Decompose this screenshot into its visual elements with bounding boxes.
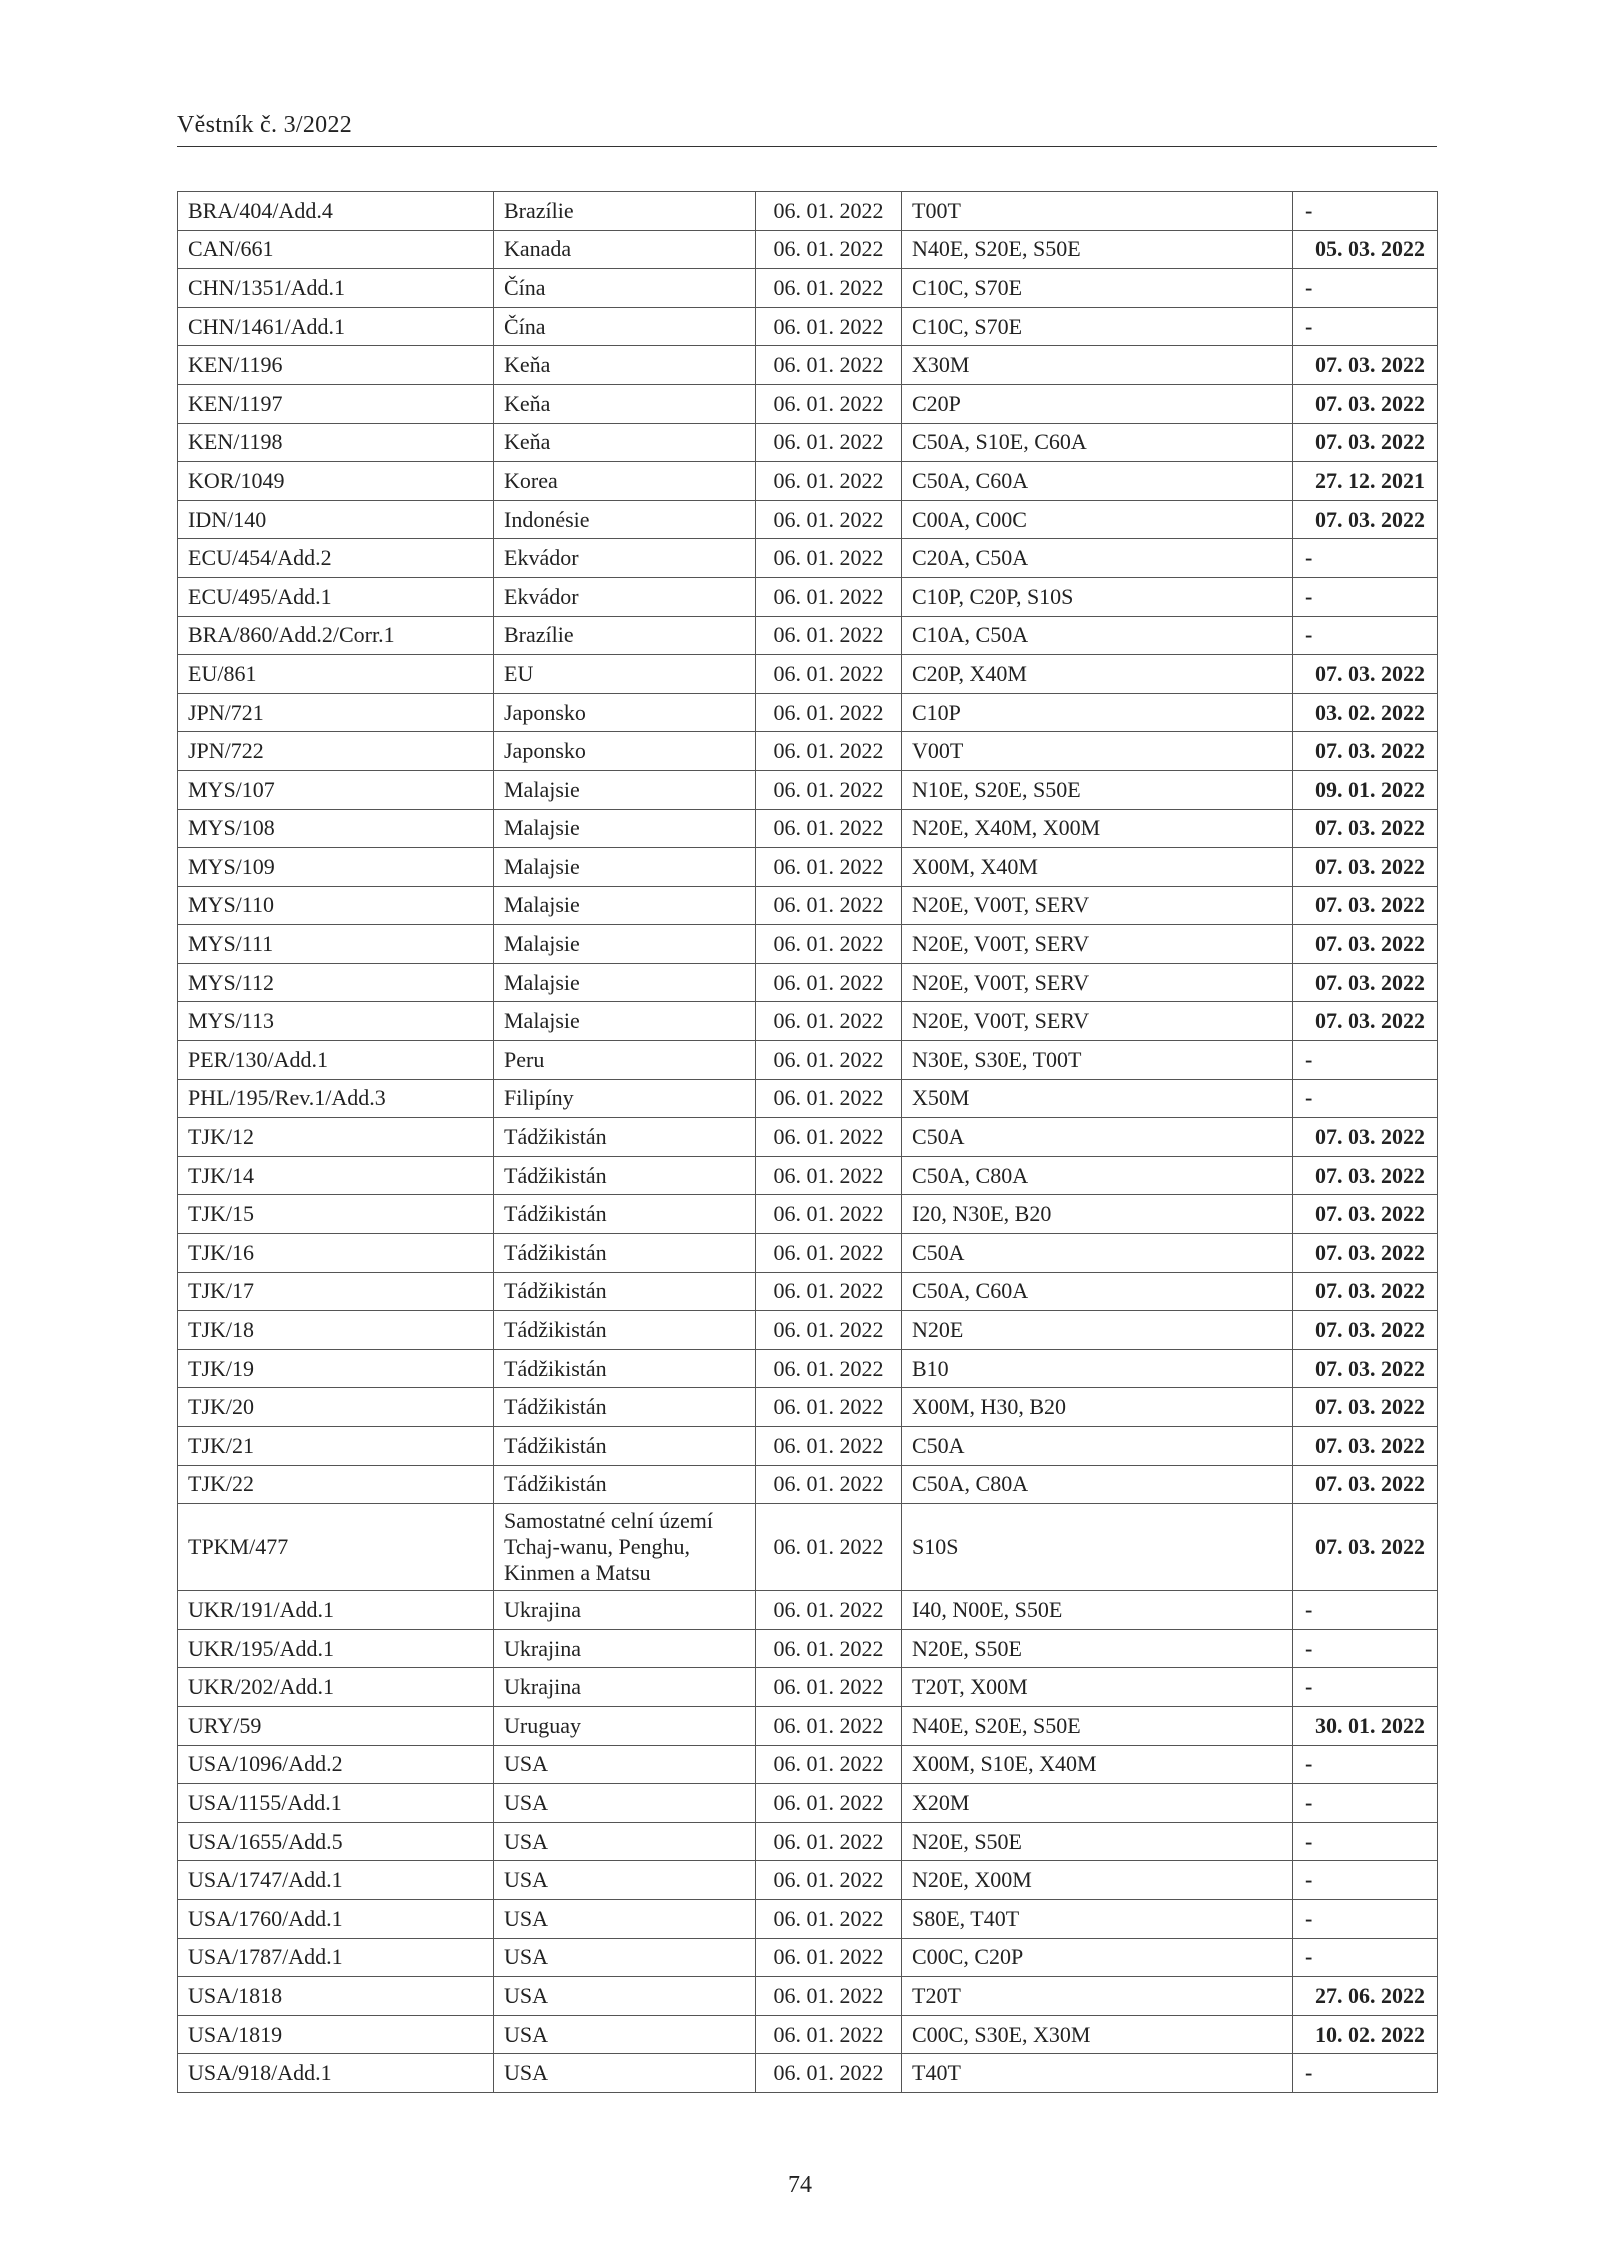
- deadline-cell: -: [1293, 1822, 1438, 1861]
- date-cell: 06. 01. 2022: [756, 693, 902, 732]
- product-codes-cell: X00M, S10E, X40M: [902, 1745, 1293, 1784]
- deadline-cell: -: [1293, 1899, 1438, 1938]
- table-row: [178, 1041, 1438, 1080]
- country-cell: Keňa: [494, 423, 756, 462]
- document-symbol-cell: KEN/1198: [178, 423, 494, 462]
- deadline-cell: -: [1293, 616, 1438, 655]
- table-row: [178, 1079, 1438, 1118]
- table-row: [178, 1745, 1438, 1784]
- table-row: [178, 655, 1438, 694]
- product-codes-cell: T00T: [902, 192, 1293, 231]
- country-cell: Čína: [494, 307, 756, 346]
- product-codes-cell: C50A, C80A: [902, 1465, 1293, 1504]
- document-symbol-cell: USA/1819: [178, 2015, 494, 2054]
- product-codes-cell: B10: [902, 1349, 1293, 1388]
- country-cell: USA: [494, 2054, 756, 2093]
- date-cell: 06. 01. 2022: [756, 1041, 902, 1080]
- table-row: [178, 1977, 1438, 2016]
- country-cell: USA: [494, 1822, 756, 1861]
- product-codes-cell: N40E, S20E, S50E: [902, 1706, 1293, 1745]
- product-codes-cell: N30E, S30E, T00T: [902, 1041, 1293, 1080]
- deadline-cell: 07. 03. 2022: [1293, 1388, 1438, 1427]
- table-row: [178, 1504, 1438, 1591]
- table-row: [178, 1156, 1438, 1195]
- country-cell: Japonsko: [494, 732, 756, 771]
- table-row: [178, 1349, 1438, 1388]
- product-codes-cell: X00M, X40M: [902, 848, 1293, 887]
- document-symbol-cell: TJK/21: [178, 1427, 494, 1466]
- table-row: [178, 269, 1438, 308]
- deadline-cell: 30. 01. 2022: [1293, 1706, 1438, 1745]
- date-cell: 06. 01. 2022: [756, 1745, 902, 1784]
- product-codes-cell: T20T, X00M: [902, 1668, 1293, 1707]
- table-row: [178, 539, 1438, 578]
- table-row: [178, 1899, 1438, 1938]
- country-cell: Ukrajina: [494, 1591, 756, 1630]
- date-cell: 06. 01. 2022: [756, 307, 902, 346]
- date-cell: 06. 01. 2022: [756, 1118, 902, 1157]
- date-cell: 06. 01. 2022: [756, 1272, 902, 1311]
- document-symbol-cell: ECU/495/Add.1: [178, 577, 494, 616]
- product-codes-cell: X30M: [902, 346, 1293, 385]
- document-symbol-cell: BRA/404/Add.4: [178, 192, 494, 231]
- deadline-cell: 07. 03. 2022: [1293, 500, 1438, 539]
- deadline-cell: 27. 06. 2022: [1293, 1977, 1438, 2016]
- date-cell: 06. 01. 2022: [756, 462, 902, 501]
- country-cell: Malajsie: [494, 963, 756, 1002]
- deadline-cell: -: [1293, 1668, 1438, 1707]
- table-row: [178, 1784, 1438, 1823]
- country-cell: Filipíny: [494, 1079, 756, 1118]
- country-cell: Indonésie: [494, 500, 756, 539]
- country-cell: Keňa: [494, 346, 756, 385]
- deadline-cell: 07. 03. 2022: [1293, 963, 1438, 1002]
- product-codes-cell: C50A: [902, 1118, 1293, 1157]
- table-row: [178, 693, 1438, 732]
- country-cell: Tádžikistán: [494, 1465, 756, 1504]
- deadline-cell: 07. 03. 2022: [1293, 1504, 1438, 1591]
- date-cell: 06. 01. 2022: [756, 963, 902, 1002]
- table-row: [178, 1861, 1438, 1900]
- document-symbol-cell: MYS/110: [178, 886, 494, 925]
- document-symbol-cell: CHN/1461/Add.1: [178, 307, 494, 346]
- product-codes-cell: I20, N30E, B20: [902, 1195, 1293, 1234]
- country-cell: Samostatné celní území Tchaj-wanu, Penghu, Kinmen a Matsu: [494, 1504, 756, 1591]
- table-row: [178, 1465, 1438, 1504]
- product-codes-cell: C20P, X40M: [902, 655, 1293, 694]
- document-symbol-cell: USA/1747/Add.1: [178, 1861, 494, 1900]
- document-symbol-cell: TJK/22: [178, 1465, 494, 1504]
- product-codes-cell: N40E, S20E, S50E: [902, 230, 1293, 269]
- table-row: [178, 1668, 1438, 1707]
- table-row: [178, 1706, 1438, 1745]
- country-cell: USA: [494, 1784, 756, 1823]
- country-cell: USA: [494, 1861, 756, 1900]
- country-cell: USA: [494, 1938, 756, 1977]
- deadline-cell: -: [1293, 577, 1438, 616]
- date-cell: 06. 01. 2022: [756, 1234, 902, 1273]
- document-symbol-cell: TJK/18: [178, 1311, 494, 1350]
- table-row: [178, 886, 1438, 925]
- table-row: [178, 1629, 1438, 1668]
- product-codes-cell: N20E, S50E: [902, 1629, 1293, 1668]
- date-cell: 06. 01. 2022: [756, 1195, 902, 1234]
- date-cell: 06. 01. 2022: [756, 1156, 902, 1195]
- deadline-cell: 27. 12. 2021: [1293, 462, 1438, 501]
- date-cell: 06. 01. 2022: [756, 1002, 902, 1041]
- date-cell: 06. 01. 2022: [756, 577, 902, 616]
- deadline-cell: 07. 03. 2022: [1293, 848, 1438, 887]
- table-row: [178, 1118, 1438, 1157]
- date-cell: 06. 01. 2022: [756, 500, 902, 539]
- deadline-cell: -: [1293, 539, 1438, 578]
- date-cell: 06. 01. 2022: [756, 1822, 902, 1861]
- country-cell: Tádžikistán: [494, 1388, 756, 1427]
- document-symbol-cell: JPN/722: [178, 732, 494, 771]
- product-codes-cell: C00C, C20P: [902, 1938, 1293, 1977]
- table-row: [178, 1938, 1438, 1977]
- table-row: [178, 2015, 1438, 2054]
- date-cell: 06. 01. 2022: [756, 732, 902, 771]
- table-row: [178, 925, 1438, 964]
- product-codes-cell: S80E, T40T: [902, 1899, 1293, 1938]
- product-codes-cell: N10E, S20E, S50E: [902, 770, 1293, 809]
- deadline-cell: -: [1293, 1938, 1438, 1977]
- country-cell: USA: [494, 1745, 756, 1784]
- deadline-cell: 07. 03. 2022: [1293, 1234, 1438, 1273]
- country-cell: Čína: [494, 269, 756, 308]
- country-cell: Tádžikistán: [494, 1156, 756, 1195]
- deadline-cell: 07. 03. 2022: [1293, 1427, 1438, 1466]
- document-symbol-cell: TJK/20: [178, 1388, 494, 1427]
- country-cell: Brazílie: [494, 192, 756, 231]
- product-codes-cell: N20E, V00T, SERV: [902, 925, 1293, 964]
- table-row: [178, 1591, 1438, 1630]
- deadline-cell: -: [1293, 1629, 1438, 1668]
- date-cell: 06. 01. 2022: [756, 1349, 902, 1388]
- document-symbol-cell: TJK/14: [178, 1156, 494, 1195]
- deadline-cell: 07. 03. 2022: [1293, 809, 1438, 848]
- date-cell: 06. 01. 2022: [756, 848, 902, 887]
- deadline-cell: 07. 03. 2022: [1293, 1002, 1438, 1041]
- product-codes-cell: N20E, X00M: [902, 1861, 1293, 1900]
- document-symbol-cell: TJK/15: [178, 1195, 494, 1234]
- document-symbol-cell: USA/1787/Add.1: [178, 1938, 494, 1977]
- product-codes-cell: X20M: [902, 1784, 1293, 1823]
- document-symbol-cell: USA/918/Add.1: [178, 2054, 494, 2093]
- table-row: [178, 616, 1438, 655]
- country-cell: Malajsie: [494, 848, 756, 887]
- document-symbol-cell: TJK/12: [178, 1118, 494, 1157]
- document-symbol-cell: TJK/17: [178, 1272, 494, 1311]
- date-cell: 06. 01. 2022: [756, 1784, 902, 1823]
- deadline-cell: 05. 03. 2022: [1293, 230, 1438, 269]
- product-codes-cell: I40, N00E, S50E: [902, 1591, 1293, 1630]
- document-symbol-cell: USA/1655/Add.5: [178, 1822, 494, 1861]
- country-cell: Tádžikistán: [494, 1311, 756, 1350]
- page-header: [177, 112, 1437, 147]
- country-cell: Malajsie: [494, 770, 756, 809]
- date-cell: 06. 01. 2022: [756, 2015, 902, 2054]
- date-cell: 06. 01. 2022: [756, 1311, 902, 1350]
- table-row: [178, 1822, 1438, 1861]
- country-cell: Tádžikistán: [494, 1272, 756, 1311]
- deadline-cell: 07. 03. 2022: [1293, 346, 1438, 385]
- deadline-cell: 07. 03. 2022: [1293, 655, 1438, 694]
- product-codes-cell: C00C, S30E, X30M: [902, 2015, 1293, 2054]
- table-row: [178, 230, 1438, 269]
- deadline-cell: -: [1293, 1784, 1438, 1823]
- page-number: 74: [788, 2172, 812, 2198]
- date-cell: 06. 01. 2022: [756, 886, 902, 925]
- document-symbol-cell: CHN/1351/Add.1: [178, 269, 494, 308]
- bulletin-title: Věstník č. 3/2022: [177, 112, 353, 138]
- date-cell: 06. 01. 2022: [756, 2054, 902, 2093]
- document-symbol-cell: IDN/140: [178, 500, 494, 539]
- date-cell: 06. 01. 2022: [756, 1706, 902, 1745]
- product-codes-cell: C10A, C50A: [902, 616, 1293, 655]
- date-cell: 06. 01. 2022: [756, 384, 902, 423]
- product-codes-cell: N20E, V00T, SERV: [902, 886, 1293, 925]
- table-row: [178, 1388, 1438, 1427]
- date-cell: 06. 01. 2022: [756, 809, 902, 848]
- product-codes-cell: N20E, V00T, SERV: [902, 963, 1293, 1002]
- table-row: [178, 346, 1438, 385]
- document-symbol-cell: MYS/109: [178, 848, 494, 887]
- document-symbol-cell: USA/1760/Add.1: [178, 1899, 494, 1938]
- country-cell: Ukrajina: [494, 1629, 756, 1668]
- document-symbol-cell: EU/861: [178, 655, 494, 694]
- product-codes-cell: C00A, C00C: [902, 500, 1293, 539]
- date-cell: 06. 01. 2022: [756, 1079, 902, 1118]
- date-cell: 06. 01. 2022: [756, 269, 902, 308]
- country-cell: EU: [494, 655, 756, 694]
- document-symbol-cell: MYS/108: [178, 809, 494, 848]
- deadline-cell: -: [1293, 1861, 1438, 1900]
- document-symbol-cell: PHL/195/Rev.1/Add.3: [178, 1079, 494, 1118]
- table-row: [178, 500, 1438, 539]
- date-cell: 06. 01. 2022: [756, 770, 902, 809]
- product-codes-cell: S10S: [902, 1504, 1293, 1591]
- date-cell: 06. 01. 2022: [756, 1861, 902, 1900]
- table-row: [178, 384, 1438, 423]
- country-cell: Malajsie: [494, 1002, 756, 1041]
- deadline-cell: -: [1293, 1079, 1438, 1118]
- deadline-cell: 07. 03. 2022: [1293, 1311, 1438, 1350]
- product-codes-cell: C10P, C20P, S10S: [902, 577, 1293, 616]
- date-cell: 06. 01. 2022: [756, 230, 902, 269]
- country-cell: USA: [494, 1899, 756, 1938]
- table-body: [178, 192, 1438, 2093]
- notifications-table: [177, 191, 1438, 2093]
- date-cell: 06. 01. 2022: [756, 1668, 902, 1707]
- date-cell: 06. 01. 2022: [756, 1465, 902, 1504]
- table-row: [178, 1427, 1438, 1466]
- deadline-cell: 03. 02. 2022: [1293, 693, 1438, 732]
- country-cell: Ekvádor: [494, 539, 756, 578]
- table-row: [178, 1311, 1438, 1350]
- deadline-cell: 07. 03. 2022: [1293, 1195, 1438, 1234]
- country-cell: Korea: [494, 462, 756, 501]
- deadline-cell: -: [1293, 2054, 1438, 2093]
- document-symbol-cell: KEN/1196: [178, 346, 494, 385]
- date-cell: 06. 01. 2022: [756, 1427, 902, 1466]
- date-cell: 06. 01. 2022: [756, 346, 902, 385]
- country-cell: USA: [494, 1977, 756, 2016]
- document-symbol-cell: CAN/661: [178, 230, 494, 269]
- product-codes-cell: X50M: [902, 1079, 1293, 1118]
- country-cell: Tádžikistán: [494, 1195, 756, 1234]
- date-cell: 06. 01. 2022: [756, 1504, 902, 1591]
- product-codes-cell: N20E, V00T, SERV: [902, 1002, 1293, 1041]
- date-cell: 06. 01. 2022: [756, 539, 902, 578]
- deadline-cell: 07. 03. 2022: [1293, 1465, 1438, 1504]
- date-cell: 06. 01. 2022: [756, 1977, 902, 2016]
- table-row: [178, 1002, 1438, 1041]
- document-symbol-cell: USA/1155/Add.1: [178, 1784, 494, 1823]
- deadline-cell: 07. 03. 2022: [1293, 423, 1438, 462]
- table-row: [178, 848, 1438, 887]
- deadline-cell: 10. 02. 2022: [1293, 2015, 1438, 2054]
- table-row: [178, 423, 1438, 462]
- table-row: [178, 1195, 1438, 1234]
- deadline-cell: 07. 03. 2022: [1293, 1272, 1438, 1311]
- date-cell: 06. 01. 2022: [756, 925, 902, 964]
- product-codes-cell: N20E, S50E: [902, 1822, 1293, 1861]
- date-cell: 06. 01. 2022: [756, 423, 902, 462]
- product-codes-cell: C20P: [902, 384, 1293, 423]
- product-codes-cell: T20T: [902, 1977, 1293, 2016]
- product-codes-cell: C10P: [902, 693, 1293, 732]
- table-row: [178, 1234, 1438, 1273]
- date-cell: 06. 01. 2022: [756, 1899, 902, 1938]
- document-symbol-cell: TJK/19: [178, 1349, 494, 1388]
- document-symbol-cell: USA/1818: [178, 1977, 494, 2016]
- deadline-cell: 07. 03. 2022: [1293, 1349, 1438, 1388]
- document-symbol-cell: KOR/1049: [178, 462, 494, 501]
- date-cell: 06. 01. 2022: [756, 1591, 902, 1630]
- country-cell: Brazílie: [494, 616, 756, 655]
- document-symbol-cell: KEN/1197: [178, 384, 494, 423]
- document-symbol-cell: MYS/107: [178, 770, 494, 809]
- table-row: [178, 809, 1438, 848]
- product-codes-cell: C50A: [902, 1234, 1293, 1273]
- deadline-cell: 07. 03. 2022: [1293, 384, 1438, 423]
- product-codes-cell: X00M, H30, B20: [902, 1388, 1293, 1427]
- date-cell: 06. 01. 2022: [756, 616, 902, 655]
- country-cell: Japonsko: [494, 693, 756, 732]
- table-row: [178, 2054, 1438, 2093]
- date-cell: 06. 01. 2022: [756, 192, 902, 231]
- country-cell: Ukrajina: [494, 1668, 756, 1707]
- product-codes-cell: C10C, S70E: [902, 269, 1293, 308]
- document-symbol-cell: ECU/454/Add.2: [178, 539, 494, 578]
- deadline-cell: -: [1293, 269, 1438, 308]
- country-cell: Malajsie: [494, 809, 756, 848]
- country-cell: Tádžikistán: [494, 1349, 756, 1388]
- country-cell: Tádžikistán: [494, 1427, 756, 1466]
- document-symbol-cell: MYS/113: [178, 1002, 494, 1041]
- date-cell: 06. 01. 2022: [756, 1629, 902, 1668]
- country-cell: Uruguay: [494, 1706, 756, 1745]
- country-cell: Kanada: [494, 230, 756, 269]
- deadline-cell: 07. 03. 2022: [1293, 925, 1438, 964]
- document-symbol-cell: MYS/112: [178, 963, 494, 1002]
- product-codes-cell: C10C, S70E: [902, 307, 1293, 346]
- table-row: [178, 462, 1438, 501]
- document-symbol-cell: TPKM/477: [178, 1504, 494, 1591]
- document-symbol-cell: PER/130/Add.1: [178, 1041, 494, 1080]
- date-cell: 06. 01. 2022: [756, 655, 902, 694]
- deadline-cell: 07. 03. 2022: [1293, 732, 1438, 771]
- document-symbol-cell: JPN/721: [178, 693, 494, 732]
- document-symbol-cell: USA/1096/Add.2: [178, 1745, 494, 1784]
- deadline-cell: -: [1293, 1591, 1438, 1630]
- table-row: [178, 577, 1438, 616]
- product-codes-cell: V00T: [902, 732, 1293, 771]
- date-cell: 06. 01. 2022: [756, 1388, 902, 1427]
- product-codes-cell: N20E, X40M, X00M: [902, 809, 1293, 848]
- document-symbol-cell: MYS/111: [178, 925, 494, 964]
- document-symbol-cell: UKR/202/Add.1: [178, 1668, 494, 1707]
- product-codes-cell: C20A, C50A: [902, 539, 1293, 578]
- product-codes-cell: T40T: [902, 2054, 1293, 2093]
- table-row: [178, 192, 1438, 231]
- country-cell: Tádžikistán: [494, 1234, 756, 1273]
- deadline-cell: -: [1293, 1041, 1438, 1080]
- deadline-cell: 07. 03. 2022: [1293, 1156, 1438, 1195]
- product-codes-cell: C50A, C60A: [902, 1272, 1293, 1311]
- deadline-cell: 07. 03. 2022: [1293, 1118, 1438, 1157]
- country-cell: Keňa: [494, 384, 756, 423]
- deadline-cell: -: [1293, 307, 1438, 346]
- document-symbol-cell: TJK/16: [178, 1234, 494, 1273]
- table-row: [178, 732, 1438, 771]
- table-row: [178, 770, 1438, 809]
- product-codes-cell: C50A, S10E, C60A: [902, 423, 1293, 462]
- document-symbol-cell: URY/59: [178, 1706, 494, 1745]
- deadline-cell: 09. 01. 2022: [1293, 770, 1438, 809]
- product-codes-cell: N20E: [902, 1311, 1293, 1350]
- deadline-cell: -: [1293, 1745, 1438, 1784]
- country-cell: Ekvádor: [494, 577, 756, 616]
- product-codes-cell: C50A, C80A: [902, 1156, 1293, 1195]
- deadline-cell: -: [1293, 192, 1438, 231]
- document-symbol-cell: BRA/860/Add.2/Corr.1: [178, 616, 494, 655]
- document-symbol-cell: UKR/191/Add.1: [178, 1591, 494, 1630]
- table-row: [178, 1272, 1438, 1311]
- country-cell: Malajsie: [494, 925, 756, 964]
- country-cell: USA: [494, 2015, 756, 2054]
- country-cell: Tádžikistán: [494, 1118, 756, 1157]
- table-row: [178, 307, 1438, 346]
- date-cell: 06. 01. 2022: [756, 1938, 902, 1977]
- product-codes-cell: C50A: [902, 1427, 1293, 1466]
- product-codes-cell: C50A, C60A: [902, 462, 1293, 501]
- deadline-cell: 07. 03. 2022: [1293, 886, 1438, 925]
- country-cell: Peru: [494, 1041, 756, 1080]
- document-symbol-cell: UKR/195/Add.1: [178, 1629, 494, 1668]
- country-cell: Malajsie: [494, 886, 756, 925]
- table-row: [178, 963, 1438, 1002]
